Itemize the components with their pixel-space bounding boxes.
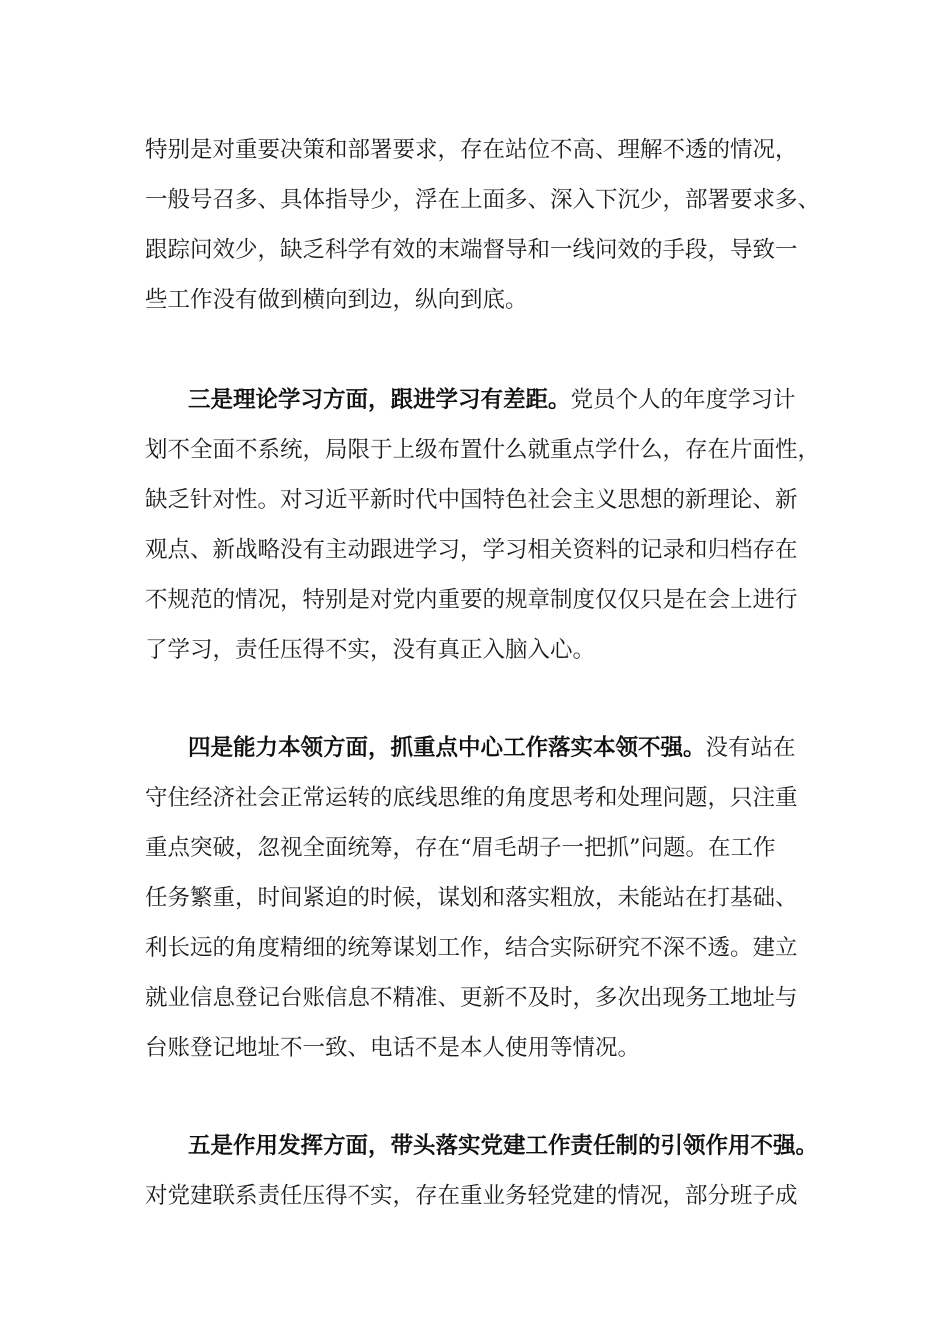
text-line: 对党建联系责任压得不实，存在重业务轻党建的情况，部分班子成	[145, 1183, 798, 1209]
text-line: 了学习，责任压得不实，没有真正入脑入心。	[145, 637, 596, 663]
text-line: 任务繁重，时间紧迫的时候，谋划和落实粗放，未能站在打基础、	[145, 885, 798, 911]
text-line: 利长远的角度精细的统筹谋划工作，结合实际研究不深不透。建立	[145, 935, 798, 961]
text-line: 划不全面不系统，局限于上级布置什么就重点学什么，存在片面性，	[145, 437, 821, 463]
paragraph-first-line	[188, 1131, 818, 1161]
text-line: 守住经济社会正常运转的底线思维的角度思考和处理问题，只注重	[145, 785, 798, 811]
paragraph-first-line	[188, 385, 796, 415]
text-span: 没有站在	[705, 735, 796, 761]
paragraph-first-line	[188, 733, 796, 763]
text-line: 不规范的情况，特别是对党内重要的规章制度仅仅只是在会上进行	[145, 587, 798, 613]
text-line: 些工作没有做到横向到边，纵向到底。	[145, 287, 528, 313]
text-line: 特别是对重要决策和部署要求，存在站位不高、理解不透的情况，	[145, 137, 798, 163]
text-line: 一般号召多、具体指导少，浮在上面多、深入下沉少，部署要求多、	[145, 187, 821, 213]
paragraph-heading: 五是作用发挥方面，带头落实党建工作责任制的引领作用不强。	[188, 1133, 819, 1159]
text-line: 重点突破，忽视全面统筹，存在“眉毛胡子一把抓”问题。在工作	[145, 835, 776, 861]
text-line: 观点、新战略没有主动跟进学习，学习相关资料的记录和归档存在	[145, 537, 798, 563]
text-line: 跟踪问效少，缺乏科学有效的末端督导和一线问效的手段，导致一	[145, 237, 798, 263]
text-line: 就业信息登记台账信息不精准、更新不及时，多次出现务工地址与	[145, 985, 798, 1011]
paragraph-heading: 四是能力本领方面，抓重点中心工作落实本领不强。	[188, 735, 706, 761]
text-line: 台账登记地址不一致、电话不是本人使用等情况。	[145, 1035, 641, 1061]
text-span: 党员个人的年度学习计	[570, 387, 796, 413]
paragraph-heading: 三是理论学习方面，跟进学习有差距。	[188, 387, 571, 413]
text-line: 缺乏针对性。对习近平新时代中国特色社会主义思想的新理论、新	[145, 487, 798, 513]
